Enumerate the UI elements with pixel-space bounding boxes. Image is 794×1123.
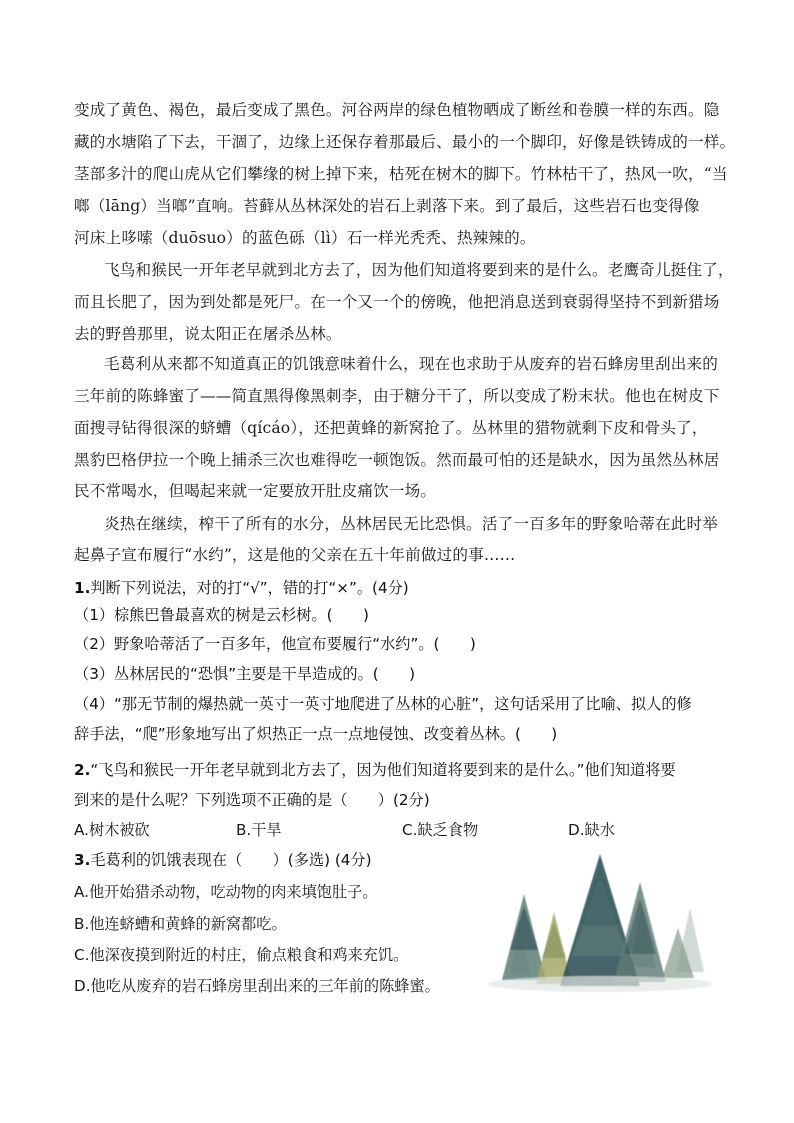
passage-line: 去的野兽那里，说太阳正在屠杀丛林。 <box>74 325 342 343</box>
question-1-stem <box>74 578 409 598</box>
q1-item-4: （4）“那无节制的爆热就一英寸一英寸地爬进了丛林的心脏”，这句话采用了比喻、拟人的修 <box>74 695 692 713</box>
passage-line: 藏的水塘陷了下去，干涸了，边缘上还保存着那最后、最小的一个脚印，好像是铁铸成的一样。 <box>74 133 736 151</box>
q2-option-b: B.干旱 <box>236 821 282 839</box>
passage-line: 啷（lāng）当啷”直响。苔藓从丛林深处的岩石上剥落下来。到了最后，这些岩石也变得像 <box>74 197 700 215</box>
passage-line: 炎热在继续，榨干了所有的水分，丛林居民无比恐惧。活了一百多年的野象哈蒂在此时举 <box>104 515 719 533</box>
passage-line: 面搜寻钻得很深的蛴螬（qícáo），还把黄蜂的新窝抢了。丛林里的猎物就剩下皮和骨头了， <box>74 419 708 437</box>
q1-item-3: （3）丛林居民的“恐惧”主要是干旱造成的。( ) <box>74 665 415 683</box>
q2-option-c: C.缺乏食物 <box>402 821 479 839</box>
q3-option-a: A.他开始猎杀动物，吃动物的肉来填饱肚子。 <box>74 883 378 901</box>
question-text: 判断下列说法，对的打“√”，错的打“×”。(4分) <box>90 579 409 597</box>
question-number: 2. <box>74 761 91 779</box>
passage-line: 民不常喝水，但喝起来就一定要放开肚皮痛饮一场。 <box>74 482 437 500</box>
passage-line: 黑豹巴格伊拉一个晚上捕杀三次也难得吃一顿饱饭。然而最可怕的还是缺水，因为虽然丛林居 <box>74 451 720 469</box>
watercolor-pine-trees-icon <box>480 846 720 996</box>
passage-line: 而且长肥了，因为到处都是死尸。在一个又一个的傍晚，他把消息送到衰弱得坚持不到新猎场 <box>74 293 720 311</box>
passage-line: 变成了黄色、褐色，最后变成了黑色。河谷两岸的绿色植物晒成了断丝和卷膜一样的东西。隐 <box>74 101 720 119</box>
passage-line: 河床上哆嗦（duōsuo）的蓝色砾（lì）石一样光秃秃、热辣辣的。 <box>74 229 536 247</box>
question-2-stem <box>74 760 676 780</box>
question-text: “飞鸟和猴民一开年老早就到北方去了，因为他们知道将要到来的是什么。”他们知道将要 <box>90 761 676 779</box>
q3-option-c: C.他深夜摸到附近的村庄，偷点粮食和鸡来充饥。 <box>74 946 409 964</box>
question-number: 3. <box>74 851 91 869</box>
question-text: 毛葛利的饥饿表现在（ ）(多选) (4分) <box>90 851 372 869</box>
passage-line: 起鼻子宣布履行“水约”，这是他的父亲在五十年前做过的事…… <box>74 546 516 564</box>
q1-item-1: （1）棕熊巴鲁最喜欢的树是云杉树。( ) <box>74 606 369 624</box>
question-3-stem <box>74 850 372 870</box>
q3-option-b: B.他连蛴螬和黄蜂的新窝都吃。 <box>74 915 287 933</box>
q2-option-d: D.缺水 <box>568 821 615 839</box>
q1-item-4-cont: 辞手法，“爬”形象地写出了炽热正一点一点地侵蚀、改变着丛林。( ) <box>74 725 558 743</box>
passage-line: 飞鸟和猴民一开年老早就到北方去了，因为他们知道将要到来的是什么。老鹰奇儿挺住了， <box>104 261 734 279</box>
question-2-stem-cont: 到来的是什么呢？下列选项不正确的是（ ）(2分) <box>74 791 430 809</box>
question-number: 1. <box>74 579 91 597</box>
q1-item-2: （2）野象哈蒂活了一百多年，他宣布要履行“水约”。( ) <box>74 635 476 653</box>
q2-option-a: A.树木被砍 <box>74 821 150 839</box>
passage-line: 三年前的陈蜂蜜了——简直黑得像黑刺李，由于糖分干了，所以变成了粉末状。他也在树皮下 <box>74 387 720 405</box>
passage-line: 毛葛利从来都不知道真正的饥饿意味着什么，现在也求助于从废弃的岩石蜂房里刮出来的 <box>104 355 719 373</box>
passage-line: 茎部多汁的爬山虎从它们攀缘的树上掉下来，枯死在树木的脚下。竹林枯干了，热风一吹，“当 <box>74 165 728 183</box>
q3-option-d: D.他吃从废弃的岩石蜂房里刮出来的三年前的陈蜂蜜。 <box>74 977 440 995</box>
